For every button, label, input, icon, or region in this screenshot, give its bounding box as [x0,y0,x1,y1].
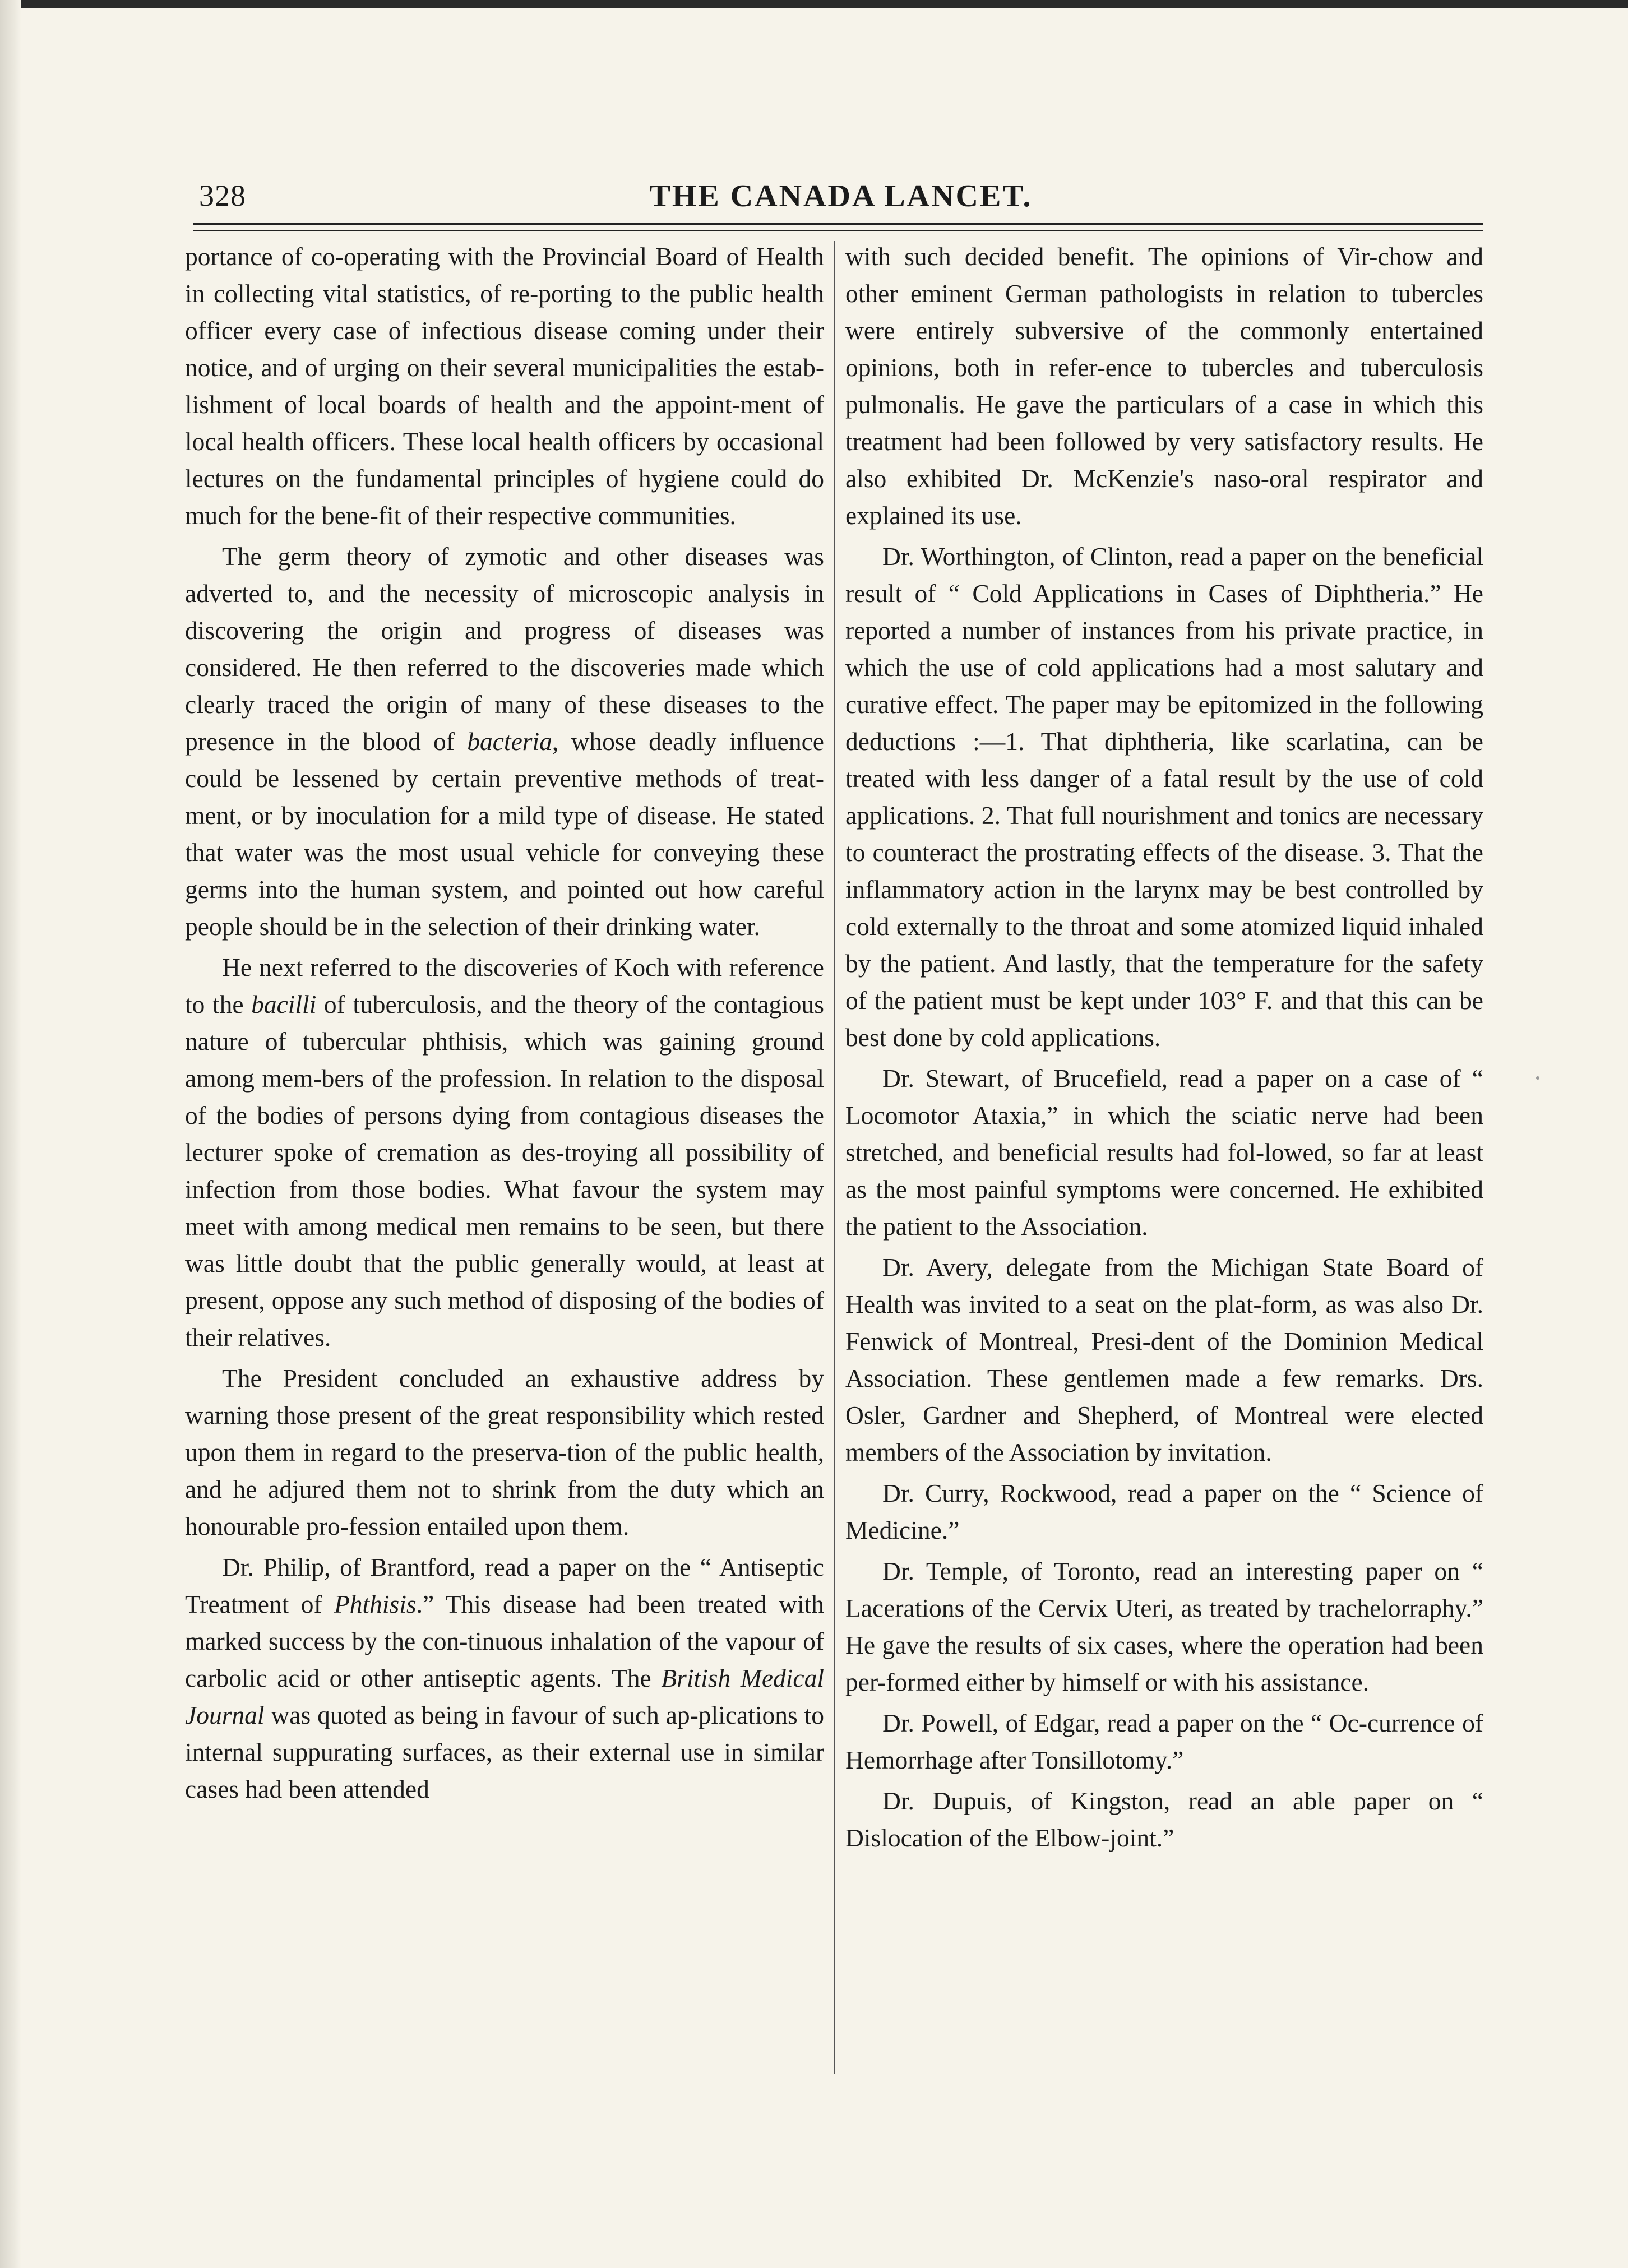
right-paragraph-3: Dr. Stewart, of Brucefield, read a paper on a case of “ Locomotor Ataxia,” in which the sciatic nerve had been stretched, and beneficial results had fol-lowed, so far at least as the most painful symptoms were concerned. He exhibited the patient to the Association. [845,1064,1483,1241]
left-paragraph-2: The germ theory of zymotic and other diseases was adverted to, and the necessity of microscopic analysis in discovering the origin and progress of diseases was considered. He then referred to the discoveries made which clearly traced the origin of many of these diseases to the presence in the blood of bacteria, whose deadly influence could be lessened by certain preventive methods of treat-ment, or by inoculation for a mild type of disease. He stated that water was the most usual vehicle for conveying these germs into the human system, and pointed out how careful people should be in the selection of their drinking water. [185,542,824,941]
right-paragraph-8: Dr. Dupuis, of Kingston, read an able paper on “ Dislocation of the Elbow-joint.” [845,1786,1483,1852]
page-header [199,178,1483,229]
page-number: 328 [199,179,246,212]
left-paragraph-4: The President concluded an exhaustive address by warning those present of the great responsibility which rested upon them in regard to the preserva-tion of the public health, and he adjured them not to shrink from the duty which an honourable pro-fession entailed upon them. [185,1364,824,1540]
right-paragraph-4: Dr. Avery, delegate from the Michigan State Board of Health was invited to a seat on the plat-form, as was also Dr. Fenwick of Montreal, Presi-dent of the Dominion Medical Association. These gentlemen made a few remarks. Drs. Osler, Gardner and Shepherd, of Montreal were elected members of the Association by invitation. [845,1253,1483,1466]
right-paragraph-5: Dr. Curry, Rockwood, read a paper on the “ Science of Medicine.” [845,1479,1483,1544]
right-paragraph-1: with such decided benefit. The opinions of Vir-chow and other eminent German pathologists in relation to tubercles were entirely subversive of the commonly entertained opinions, both in refer-ence to tubercles and tuberculosis pulmonalis. He gave the particulars of a case in which this treatment had been followed by very satisfactory results. He also exhibited Dr. McKenzie's naso-oral respirator and explained its use. [845,242,1483,530]
left-column [185,238,824,2099]
journal-title: THE CANADA LANCET. [649,179,1033,214]
right-paragraph-6: Dr. Temple, of Toronto, read an interesting paper on “ Lacerations of the Cervix Uteri, as treated by trachelorraphy.” He gave the results of six cases, where the operation had been per-formed either by himself or with his assistance. [845,1557,1483,1696]
left-paragraph-5: Dr. Philip, of Brantford, read a paper on the “ Antiseptic Treatment of Phthisis.” This disease had been treated with marked success by the con-tinuous inhalation of the vapour of carbolic acid or other antiseptic agents. The British Medical Journal was quoted as being in favour of such ap-plications to internal suppurating surfaces, as their external use in similar cases had been attended [185,1553,824,1803]
italic-term-bacteria: bacteria [467,727,552,756]
italic-term-bacilli: bacilli [251,990,317,1019]
page-binding-edge [0,0,21,2268]
top-scan-border [0,0,1628,8]
left-paragraph-3: He next referred to the discoveries of Koch with reference to the bacilli of tuberculosis, and the theory of the contagious nature of tubercular phthisis, which was gaining ground among mem-bers of the profession. In relation to the disposal of the bodies of persons dying from contagious diseases the lecturer spoke of cremation as des-troying all possibility of infection from those bodies. What favour the system may meet with among medical men remains to be seen, but there was little doubt that the public generally would, at least at present, oppose any such method of disposing of the bodies of their relatives. [185,953,825,1351]
italic-term-phthisis: Phthisis [334,1590,417,1618]
italic-journal-title: British Medical Journal [185,1664,824,1729]
right-paragraph-2: Dr. Worthington, of Clinton, read a paper on the beneficial result of “ Cold Applications in Cases of Diphtheria.” He reported a number of instances from his private practice, in which the use of cold applications had a most salutary and curative effect. The paper may be epitomized in the following deductions :—1. That diphtheria, like scarlatina, can be treated with less danger of a fatal result by the use of cold applications. 2. That full nourishment and tonics are necessary to counteract the prostrating effects of the disease. 3. That the inflammatory action in the larynx may be best controlled by cold externally to the throat and some atomized liquid inhaled by the patient. And lastly, that the temperature for the safety of the patient must be kept under 103° F. and that this can be best done by cold applications. [845,542,1483,1052]
left-paragraph-1: portance of co-operating with the Provincial Board of Health in collecting vital statistics, of re-porting to the public health officer every case of infectious disease coming under their notice, and of urging on their several municipalities the estab-lishment of local boards of health and the appoint-ment of local health officers. These local health officers by occasional lectures on the fundamental principles of hygiene could do much for the bene-fit of their respective communities. [185,242,824,530]
right-column [845,238,1483,2099]
right-paragraph-7: Dr. Powell, of Edgar, read a paper on the “ Oc-currence of Hemorrhage after Tonsillotomy.” [845,1709,1483,1774]
column-divider [834,241,835,2074]
header-rule [193,223,1483,231]
scan-speck [1536,1076,1539,1080]
